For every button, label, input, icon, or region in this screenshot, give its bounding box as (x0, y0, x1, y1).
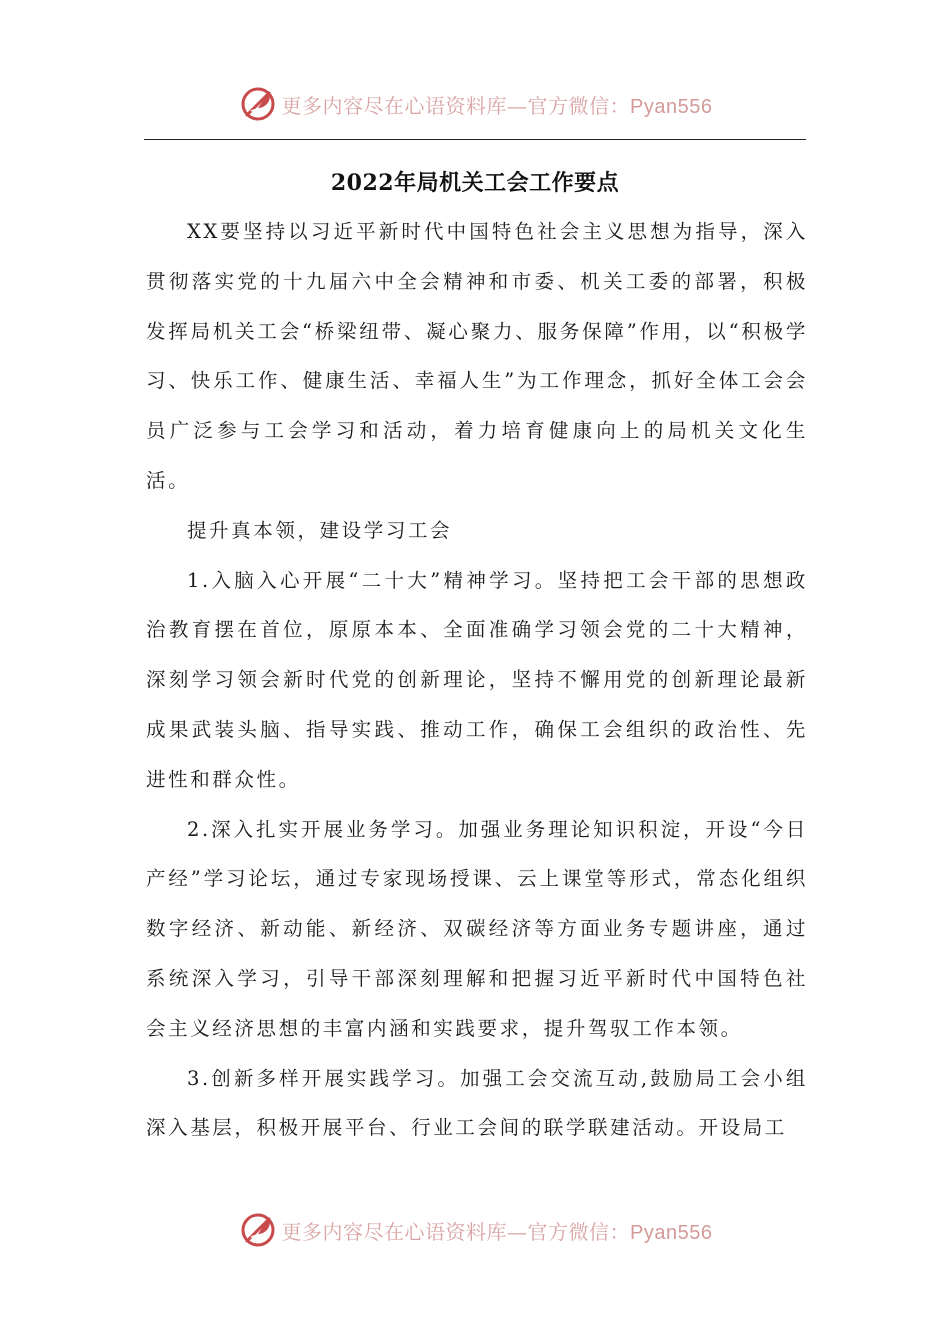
wechat-id: Pyan556 (630, 1221, 713, 1244)
banner-caption: 更多内容尽在心语资料库—官方微信： (281, 1219, 631, 1244)
document-title: 2022年局机关工会工作要点 (330, 170, 620, 196)
header-banner (0, 82, 950, 126)
paragraph-item-2: 2.深入扎实开展业务学习。加强业务理论知识积淀，开设“今日产经”学习论坛，通过专家现场授课、云上课堂等形式，常态化组织数字经济、新动能、新经济、双碳经济等方面业务专题讲座，通过系统深入学习，引导干部深刻理解和把握习近平新时代中国特色社会主义经济思想的丰富内涵和实践要求，提升驾驭工作本领。 (146, 817, 808, 1040)
quill-logo-icon (238, 1210, 278, 1250)
header-divider (144, 139, 806, 140)
paragraph-item-3: 3.创新多样开展实践学习。加强工会交流互动,鼓励局工会小组深入基层，积极开展平台、行业工会间的联学联建活动。开设局工 (146, 1066, 808, 1140)
banner-text (282, 90, 713, 119)
wechat-id: Pyan556 (630, 95, 713, 118)
banner-text (282, 1216, 713, 1245)
section-heading: 提升真本领，建设学习工会 (186, 518, 453, 542)
footer-banner (0, 1208, 950, 1252)
banner-caption: 更多内容尽在心语资料库—官方微信： (281, 93, 631, 118)
paragraph-intro: XX要坚持以习近平新时代中国特色社会主义思想为指导，深入贯彻落实党的十九届六中全会精神和市委、机关工委的部署，积极发挥局机关工会“桥梁纽带、凝心聚力、服务保障”作用，以“积极学习、快乐工作、健康生活、幸福人生”为工作理念，抓好全体工会会员广泛参与工会学习和活动，着力培育健康向上的局机关文化生活。 (146, 220, 808, 492)
paragraph-item-1: 1.入脑入心开展“二十大”精神学习。坚持把工会干部的思想政治教育摆在首位，原原本本、全面准确学习领会党的二十大精神，深刻学习领会新时代党的创新理论，坚持不懈用党的创新理论最新成果武装头脑、指导实践、推动工作，确保工会组织的政治性、先进性和群众性。 (146, 568, 808, 791)
document-body (146, 207, 808, 1153)
quill-logo-icon (238, 84, 278, 124)
